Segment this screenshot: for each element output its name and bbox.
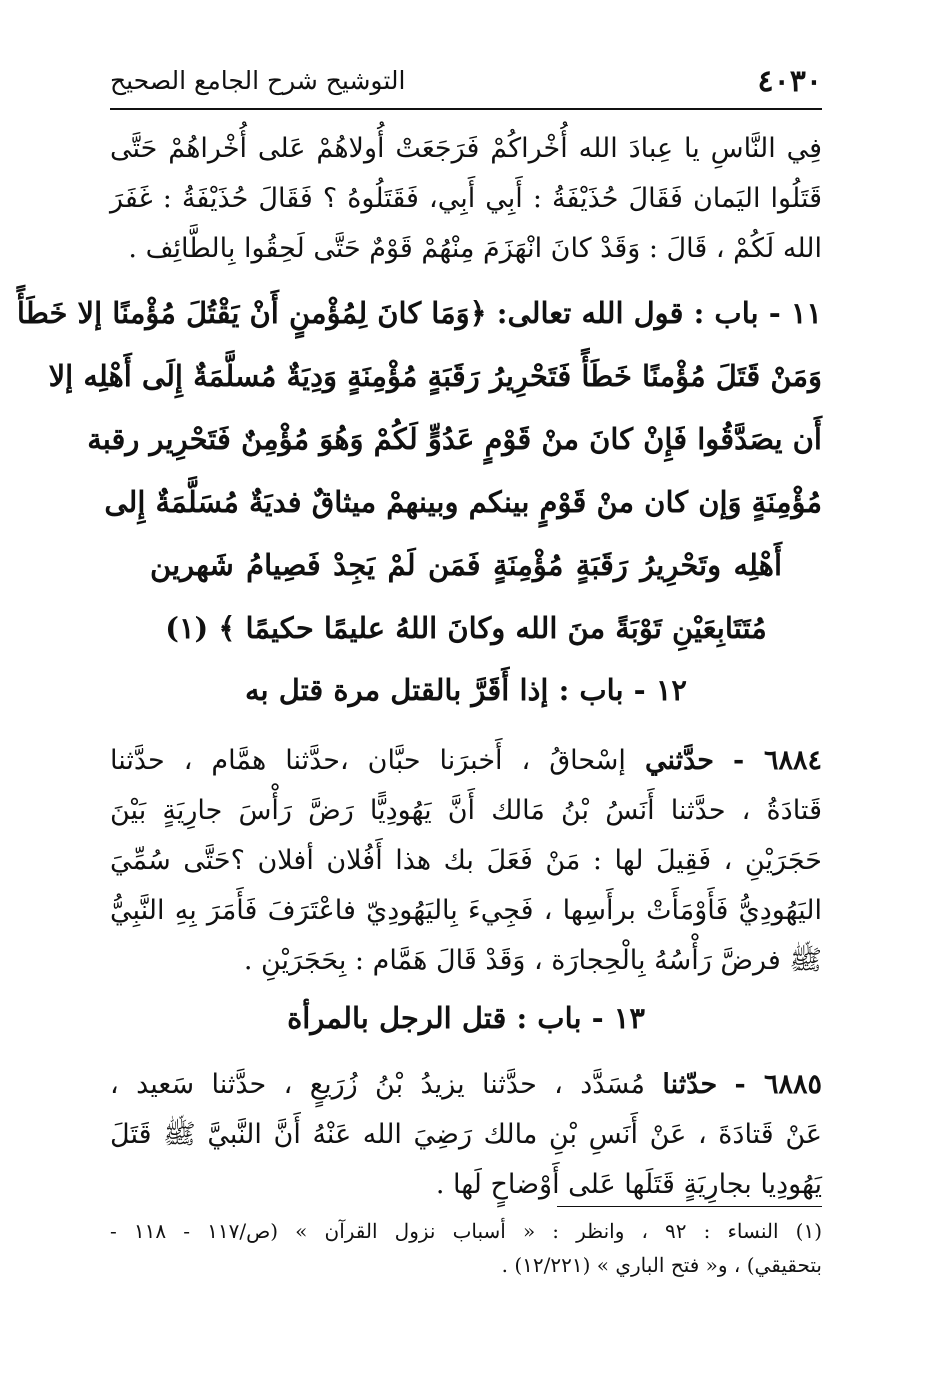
hadith-first-line [110, 736, 822, 786]
narrator-start: حدّثنا [662, 1069, 718, 1100]
footnote-line: بتحقيقي) ، و« فتح الباري » (١٢/٢٢١) . [501, 1253, 822, 1277]
isnad-text: مُسَدَّد ، حدَّثنا يزيدُ بْنُ زُرَيعٍ ، حدَّثنا سَعيد ، [110, 1069, 645, 1100]
book-page [16, 60, 822, 1300]
page-header [110, 60, 822, 108]
footnote [110, 1214, 822, 1282]
text-line: الله لَكُمْ ، قَالَ : وَقَدْ كانَ انْهَزَمَ مِنْهُمْ قَوْمٌ حَتَّى لَحِقُوا بِالطَّائِف . [128, 233, 822, 264]
narrator-start: حدَّثني [644, 745, 714, 776]
footnote-line: (١) النساء : ٩٢ ، وانظر : « أسباب نزول القرآن » (ص/١١٧ - ١١٨ - [110, 1219, 822, 1243]
verse-line: ١١ - باب : قول الله تعالى: ﴿وَمَا كانَ لِمُؤْمنٍ أَنْ يَقْتُلَ مُؤْمنًا إلا خَطَأً [16, 296, 822, 330]
chapter-12-heading: ١٢ - باب : إذا أَقَرَّ بالقتل مرة قتل به [245, 673, 687, 707]
text-line: اليَهُودِيُّ فَأَوْمَأَتْ برأَسِها ، فَجِيءَ بِاليَهُودِيّ فاعْتَرَفَ فَأَمَرَ بِهِ النَّبِيُّ [110, 895, 822, 926]
hadith-first-line [110, 1060, 822, 1110]
page-number: ٤٠٣٠ [757, 64, 822, 99]
text-line: حَجَرَيْنِ ، فَقِيلَ لها : مَنْ فَعَلَ بك هذا أَفُلان أفلان ؟حَتَّى سُمِّيَ [110, 845, 822, 876]
text-line: قَتَلُوا اليَمان فَقَالَ حُذَيْفَةُ : أَبِي أَبِي، فَقَتَلُوهُ ؟ فَقَالَ حُذَيْفَةُ : غَفَرَ [110, 183, 822, 214]
running-title: التوشيح شرح الجامع الصحيح [110, 66, 406, 95]
isnad-text: إسْحاقُ ، أَخبرَنا حبَّان ،حدَّثنا همَّام ، حدَّثنا [110, 745, 626, 776]
hadith-6885 [110, 1060, 822, 1210]
verse-line: أَن يصَدَّقُوا فَإِنْ كانَ منْ قَوْمٍ عَدُوٍّ لَكُمْ وَهُوَ مُؤْمِنٌ فَتَحْرِير رقبة [87, 422, 822, 456]
hadith-number: ٦٨٨٥ - [734, 1069, 822, 1100]
continuation-paragraph [110, 124, 822, 274]
hadith-number: ٦٨٨٤ - [732, 745, 822, 776]
verse-line: مُتَتَابِعَيْنِ تَوْبَةً منَ الله وكانَ اللهُ عليمًا حكيمًا ﴾ (١) [165, 611, 767, 645]
verse-line: أَهْلِه وتَحْرِيرُ رَقَبَةٍ مُؤْمِنَةٍ فَمَن لَمْ يَجِدْ فَصِيامُ شَهرين [150, 548, 782, 582]
text-line: قَتادَةُ ، حدَّثنا أَنَسُ بْنُ مَالك أَنَّ يَهُودِيًّا رَضَّ رَأْسَ جارِيَةٍ بَيْنَ [110, 795, 822, 826]
text-line: ﷺ فرضَّ رَأْسُهُ بِالْحِجارَة ، وَقَدْ قَالَ هَمَّام : بِحَجَرَيْنِ . [243, 945, 822, 976]
hadith-6884 [110, 736, 822, 986]
footnote-rule [557, 1206, 822, 1207]
text-line: فِي النَّاسِ يا عِبادَ الله أُخْراكُمْ فَرَجَعَتْ أُولاهُمْ عَلى أُخْراهُمْ حَتَّى [110, 133, 822, 164]
verse-line: وَمَنْ قَتَلَ مُؤْمنًا خَطَأً فَتَحْرِيرُ رَقَبَةٍ مُؤْمِنَةٍ وَدِيَةٌ مُسلَّمَةٌ إِلَى أَهْلِه إلا [48, 359, 822, 393]
chapter-11-quran-verse [16, 282, 822, 660]
text-line: يَهُودِيا بجارِيَةٍ قَتَلَها عَلى أَوْضاحٍ لَها . [435, 1169, 822, 1200]
text-line: عَنْ قَتادَةَ ، عَنْ أَنَسِ بْنِ مالك رَضِيَ الله عَنْهُ أَنَّ النَّبيَّ ﷺ قَتَلَ [110, 1119, 822, 1150]
chapter-13-heading: ١٣ - باب : قتل الرجل بالمرأة [287, 1001, 645, 1035]
header-rule [110, 108, 822, 110]
verse-line: مُؤْمِنَةٍ وَإن كان منْ قَوْمٍ بينكم وبينهمْ ميثاقٌ فديَةٌ مُسَلَّمَةٌ إِلى [104, 485, 822, 519]
